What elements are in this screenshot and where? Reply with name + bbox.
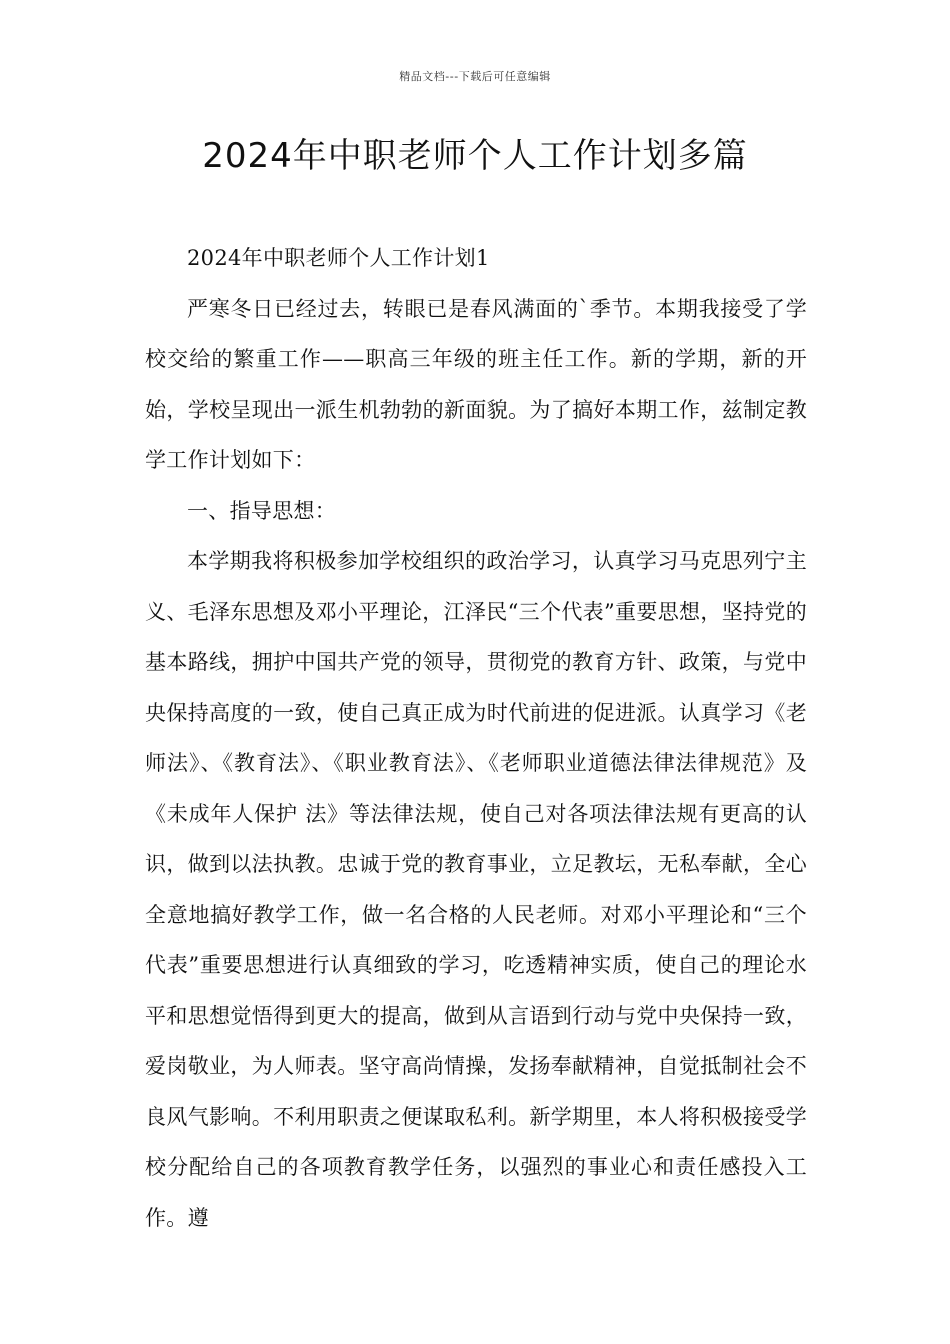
guiding-ideology-paragraph: 本学期我将积极参加学校组织的政治学习，认真学习马克思列宁主义、毛泽东思想及邓小平理论，江泽民“三个代表”重要思想，坚持党的基本路线，拥护中国共产党的领导，贯彻党的教育方针、政策，与党中央保持高度的一致，使自己真正成为时代前进的促进派。认真学习《老师法》、《教育法》、《职业教育法》、《老师职业道德法律法律规范》及《未成年人保护 法》等法律法规，使自己对各项法律法规有更高的认识，做到以法执教。忠诚于党的教育事业，立足教坛，无私奉献，全心全意地搞好教学工作，做一名合格的人民老师。对邓小平理论和“三个代表”重要思想进行认真细致的学习，吃透精神实质，使自己的理论水平和思想觉悟得到更大的提高，做到从言语到行动与党中央保持一致，爱岗敬业，为人师表。坚守高尚情操，发扬奉献精神，自觉抵制社会不良风气影响。不利用职责之便谋取私利。新学期里，本人将积极接受学校分配给自己的各项教育教学任务，以强烈的事业心和责任感投入工作。遵 [145,549,807,1230]
section-heading-guiding-ideology: 一、指导思想： [187,498,337,523]
document-title: 2024年中职老师个人工作计划多篇 [202,136,748,176]
page-header-note: 精品文档---下载后可任意编辑 [399,70,551,83]
intro-paragraph: 严寒冬日已经过去，转眼已是春风满面的`季节。本期我接受了学校交给的繁重工作——职高三年级的班主任工作。新的学期，新的开始，学校呈现出一派生机勃勃的新面貌。为了搞好本期工作，兹制定教学工作计划如下： [145,296,807,472]
document-body [145,233,807,1243]
section-heading-plan-1: 2024年中职老师个人工作计划1 [187,246,490,270]
